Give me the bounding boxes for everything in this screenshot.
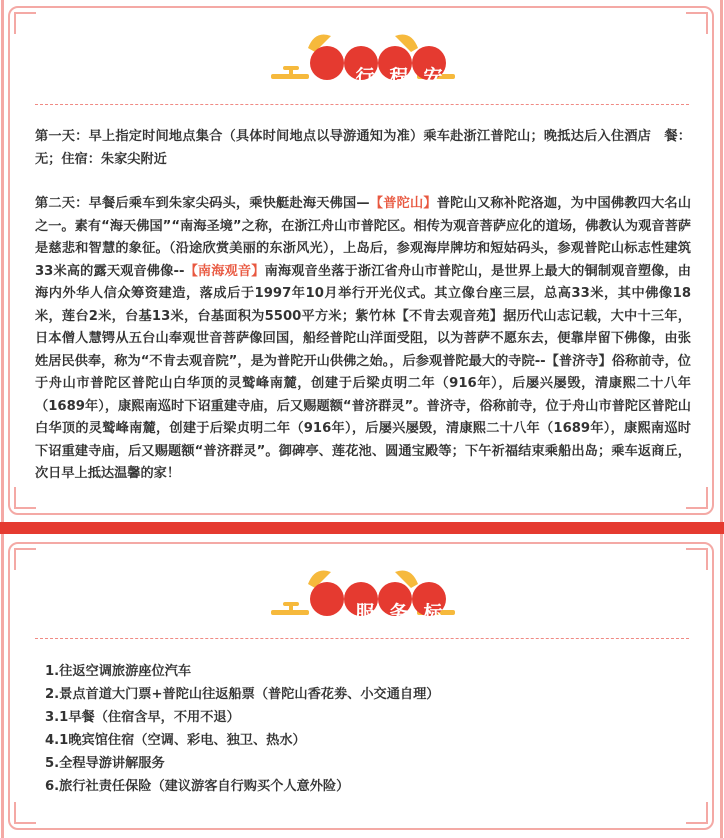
day1-text: 第一天：早上指定时间地点集合（具体时间地点以导游通知为准）乘车赴浙江普陀山；晚抵达后入住酒店 餐：无；住宿：朱家尖附近 (35, 129, 691, 167)
highlight-nanhai-guanyin: 【南海观音】 (184, 263, 265, 279)
left-edge-stripe (1, 0, 4, 838)
service-card (8, 542, 714, 830)
right-edge-stripe (720, 0, 723, 838)
itinerary-title (10, 26, 712, 96)
day2-part2: 普陀山又称补陀洛迦，为中国佛教四大名山之一。素有“海天佛国”“南海圣境”之称，在浙江舟山市普陀区。相传为观音菩萨应化的道场，佛教认为观音菩萨是慈悲和智慧的象征。（沿途欣赏美丽的东浙风光），上岛后，参观海岸牌坊和短姑码头，参观普陀山标志性建筑33米高的露天观音佛像-- (35, 196, 692, 279)
list-item: 6.旅行社责任保险（建议游客自行购买个人意外险） (45, 779, 350, 794)
day2-text (35, 193, 691, 486)
title-char: 准 (457, 602, 479, 624)
list-item: 4.1晚宾馆住宿（空调、彩电、独卫、热水） (45, 733, 306, 748)
title-char: 排 (457, 66, 479, 88)
title-char: 行 (355, 66, 377, 88)
list-item: 1.往返空调旅游座位汽车 (45, 664, 192, 679)
title-char: 标 (423, 602, 445, 624)
title-char: 服 (355, 602, 377, 624)
title-char: 程 (389, 66, 411, 88)
section-divider-band (0, 522, 724, 534)
service-list (45, 660, 439, 798)
list-item: 2.景点首道大门票+普陀山往返船票（普陀山香花劵、小交通自理） (45, 687, 440, 702)
dashed-divider (35, 638, 689, 639)
corner-ornament (14, 794, 44, 824)
highlight-putuoshan: 【普陀山】 (369, 196, 437, 211)
itinerary-card (8, 6, 714, 515)
title-char: 务 (389, 602, 411, 624)
corner-ornament (678, 794, 708, 824)
list-item: 5.全程导游讲解服务 (45, 756, 165, 771)
itinerary-content (35, 126, 691, 486)
day2-part3: 南海观音坐落于浙江省舟山市普陀山，是世界上最大的铜制观音塑像，由海内外华人信众筹资建造，落成后于1997年10月举行开光仪式。其立像台座三层，总高33米，其中佛像18米，莲台2米，台基13米，台基面积为5500平方米；紫竹林【不肯去观音苑】据历代山志记载，大中十三年，日本僧人慧锷从五台山奉观世音菩萨像回国，船经普陀山洋面受阻，以为菩萨不愿东去，便靠岸留下佛像，由张姓居民供奉，称为“不肯去观音院”，是为普陀开山供佛之始。，后参观普陀最大的寺院--【普济寺】俗称前寺，位于舟山市普陀区普陀山白华顶的灵鹫峰南麓，创建于后梁贞明二年（916年），后屡兴屡毁，清康熙二十八年（1689年），康熙南巡时下诏重建寺庙，后又赐题额“普济群灵”。普济寺，俗称前寺，位于舟山市普陀区普陀山白华顶的灵鹫峰南麓，创建于后梁贞明二年（916年），后屡兴屡毁，清康熙二十八年（1689年），康熙南巡时下诏重建寺庙，后又赐题额“普济群灵”。御碑亭、莲花池、圆通宝殿等；下午祈福结束乘船出岛；乘车返商丘，次日早上抵达温馨的家！ (35, 263, 691, 481)
list-item: 3.1早餐（住宿含早，不用不退） (45, 710, 240, 725)
dashed-divider (35, 104, 689, 105)
service-title (10, 562, 712, 632)
day2-part1: 第二天：早餐后乘车到朱家尖码头，乘快艇赴海天佛国— (35, 196, 370, 211)
title-char: 安 (423, 66, 445, 88)
